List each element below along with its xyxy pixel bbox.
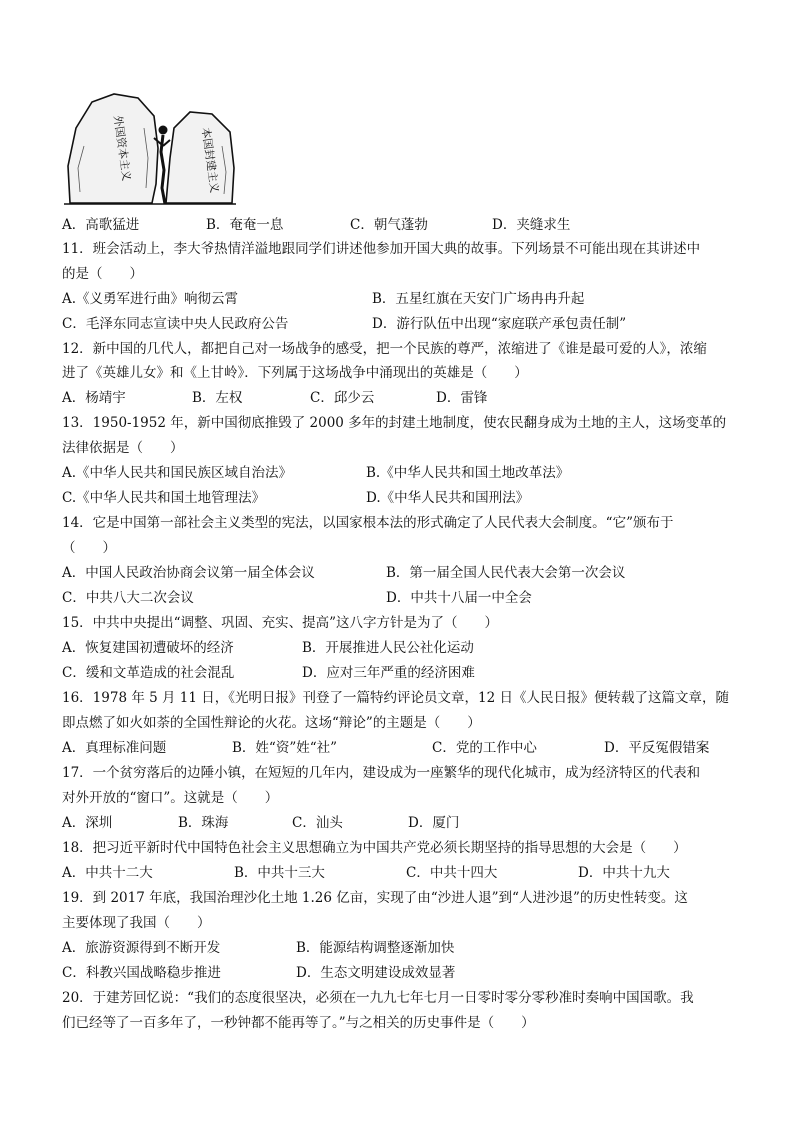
q10-option-a: A．高歌猛进 <box>62 217 140 233</box>
q17-option-d: D．厦门 <box>408 815 460 831</box>
q20-stem-line-1: 20．于建芳回忆说：“我们的态度很坚决，必须在一九九七年七月一日零时零分零秒准时奏响中国国歌。我 <box>62 990 694 1006</box>
q15-option-c: C．缓和文革造成的社会混乱 <box>62 665 235 681</box>
q18-option-c: C．中共十四大 <box>406 865 498 881</box>
left-rock-label: 外国资本主义 <box>111 114 134 182</box>
q14-stem-line-2: （ ） <box>62 540 116 556</box>
cartoon-figure <box>62 88 238 210</box>
q17-option-b: B．珠海 <box>178 815 229 831</box>
q15-option-b: B．开展推进人民公社化运动 <box>302 640 474 656</box>
right-rock-label: 本国封建主义 <box>199 126 222 194</box>
q12-option-b: B．左权 <box>192 390 243 406</box>
q15-option-a: A．恢复建国初遭破坏的经济 <box>62 640 234 656</box>
q18-option-b: B．中共十三大 <box>234 865 325 881</box>
q19-option-b: B．能源结构调整逐渐加快 <box>296 940 455 956</box>
q19-option-a: A．旅游资源得到不断开发 <box>62 940 221 956</box>
q13-option-b: B.《中华人民共和国土地改革法》 <box>366 465 570 481</box>
q18-option-a: A．中共十二大 <box>62 865 153 881</box>
q11-stem-line-2: 的是（ ） <box>62 266 143 282</box>
q15-stem-line-1: 15．中共中央提出“调整、巩固、充实、提高”这八字方针是为了（ ） <box>62 615 498 631</box>
q13-option-a: A.《中华人民共和国民族区域自治法》 <box>62 465 293 481</box>
q13-option-c: C.《中华人民共和国土地管理法》 <box>62 490 266 506</box>
q12-option-a: A．杨靖宇 <box>62 390 126 406</box>
q11-option-a: A.《义勇军进行曲》响彻云霄 <box>62 291 239 307</box>
q16-option-a: A．真理标准问题 <box>62 740 167 756</box>
q17-stem-line-1: 17．一个贫穷落后的边陲小镇，在短短的几年内，建设成为一座繁华的现代化城市，成为经济特区的代表和 <box>62 765 701 781</box>
q13-stem-line-2: 法律依据是（ ） <box>62 440 184 456</box>
q10-option-c: C．朝气蓬勃 <box>350 217 428 233</box>
q16-stem-line-1: 16．1978 年 5 月 11 日，《光明日报》刊登了一篇特约评论员文章，12 日《人民日报》便转载了这篇文章，随 <box>62 690 729 706</box>
q11-option-c: C．毛泽东同志宣读中央人民政府公告 <box>62 316 289 332</box>
q13-stem-line-1: 13．1950-1952 年，新中国彻底推毁了 2000 多年的封建土地制度，使农民翻身成为土地的主人，这场变革的 <box>62 415 727 431</box>
q20-stem-line-2: 们已经等了一百多年了，一秒钟都不能再等了。”与之相关的历史事件是（ ） <box>62 1015 535 1031</box>
q11-stem-line-1: 11．班会活动上，李大爷热情洋溢地跟同学们讲述他参加开国大典的故事。下列场景不可能出现在其讲述中 <box>62 241 701 257</box>
q12-stem-line-2: 进了《英雄儿女》和《上甘岭》．下列属于这场战争中涌现出的英雄是（ ） <box>62 365 528 381</box>
q11-option-b: B．五星红旗在天安门广场冉冉升起 <box>372 291 585 307</box>
q14-option-a: A．中国人民政治协商会议第一届全体会议 <box>62 565 315 581</box>
q17-option-a: A．深圳 <box>62 815 113 831</box>
q19-option-c: C．科教兴国战略稳步推进 <box>62 965 221 981</box>
q16-stem-line-2: 即点燃了如火如荼的全国性辩论的火花。这场“辩论”的主题是（ ） <box>62 715 481 731</box>
q16-option-d: D．平反冤假错案 <box>604 740 710 756</box>
q14-option-d: D．中共十八届一中全会 <box>386 590 532 606</box>
q17-stem-line-2: 对外开放的“窗口”。这就是（ ） <box>62 790 279 806</box>
q12-option-d: D．雷锋 <box>436 390 488 406</box>
q14-option-c: C．中共八大二次会议 <box>62 590 194 606</box>
q17-option-c: C．汕头 <box>292 815 343 831</box>
q19-option-d: D．生态文明建设成效显著 <box>296 965 456 981</box>
q18-stem-line-1: 18．把习近平新时代中国特色社会主义思想确立为中国共产党必须长期坚持的指导思想的大会是（ ） <box>62 840 687 856</box>
q12-option-c: C．邱少云 <box>310 390 375 406</box>
q10-option-d: D．夹缝求生 <box>492 217 571 233</box>
q16-option-c: C．党的工作中心 <box>432 740 537 756</box>
q13-option-d: D.《中华人民共和国刑法》 <box>366 490 530 506</box>
q12-stem-line-1: 12．新中国的几代人，都把自己对一场战争的感受，把一个民族的尊严，浓缩进了《谁是最可爱的人》，浓缩 <box>62 341 707 357</box>
q19-stem-line-2: 主要体现了我国（ ） <box>62 915 211 931</box>
q11-option-d: D．游行队伍中出现“家庭联产承包责任制” <box>372 316 627 332</box>
q10-option-b: B．奄奄一息 <box>206 217 284 233</box>
q15-option-d: D．应对三年严重的经济困难 <box>302 665 475 681</box>
q16-option-b: B．姓“资”姓“社” <box>232 740 338 756</box>
q14-option-b: B．第一届全国人民代表大会第一次会议 <box>386 565 626 581</box>
q19-stem-line-1: 19．到 2017 年底，我国治理沙化土地 1.26 亿亩，实现了由“沙进人退”到“人进沙退”的历史性转变。这 <box>62 890 688 906</box>
q14-stem-line-1: 14．它是中国第一部社会主义类型的宪法，以国家根本法的形式确定了人民代表大会制度。“它”颁布于 <box>62 515 674 531</box>
q18-option-d: D．中共十九大 <box>578 865 670 881</box>
